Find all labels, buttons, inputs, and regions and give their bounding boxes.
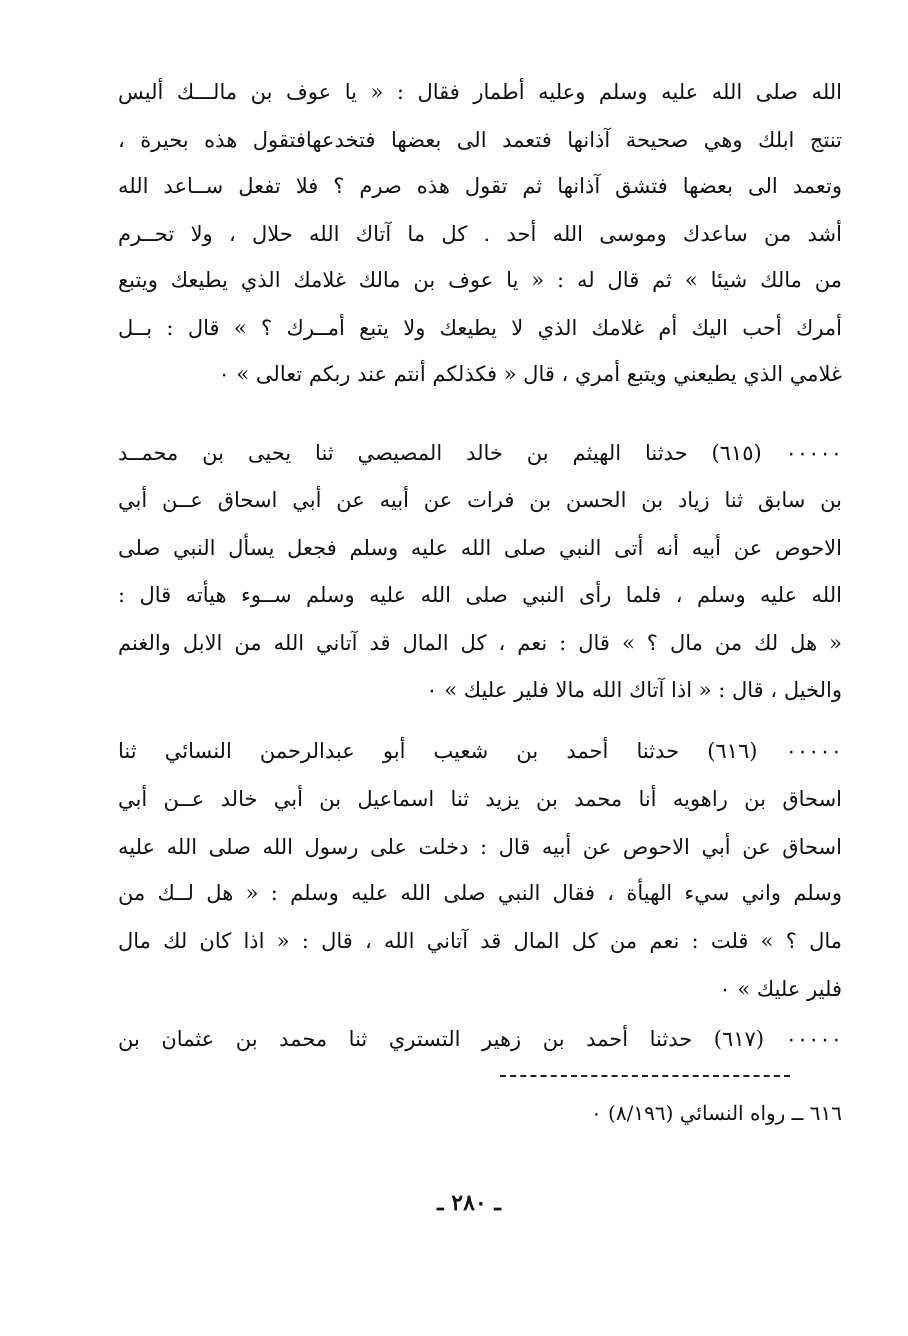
text-line: وتعمد الى بعضها فتشق آذانها ثم تقول هذه صرم ؟ فلا تفعل ســاعد الله: [118, 174, 842, 198]
text-line: مال ؟ » قلت : نعم من كل المال قد آتاني الله ، قال : « اذا كان لك مال: [118, 929, 842, 953]
text-line: تنتج ابلك وهي صحيحة آذانها فتعمد الى بعضها فتخدعهافتقول هذه بحيرة ،: [118, 128, 842, 152]
footnote-divider: [500, 1075, 790, 1077]
hadith-616-heading-line: ٠٠٠٠٠ (٦١٦) حدثنا أحمد بن شعيب أبو عبدالرحمن النسائي ثنا: [118, 739, 842, 763]
hadith-617-heading-line: ٠٠٠٠٠ (٦١٧) حدثنا أحمد بن زهير التستري ثنا محمد بن عثمان بن: [118, 1027, 842, 1051]
text-line: الله صلى الله عليه وسلم وعليه أطمار فقال : « يا عوف بن مالـــك أليس: [118, 80, 842, 104]
text-line: اسحاق بن راهويه أنا محمد بن يزيد ثنا اسماعيل بن أبي خالد عــن أبي: [118, 787, 842, 811]
text-line: فلير عليك » ٠: [719, 977, 842, 1001]
text-line: « هل لك من مال ؟ » قال : نعم ، كل المال قد آتاني الله من الابل والغنم: [118, 631, 842, 655]
text-line: الله عليه وسلم ، فلما رأى النبي صلى الله عليه وسلم ســوء هيأته قال :: [118, 583, 842, 607]
page-number: ـ ٢٨٠ ـ: [437, 1190, 501, 1216]
text-line: الاحوص عن أبيه أنه أتى النبي صلى الله عليه وسلم فجعل يسأل النبي صلى: [118, 536, 842, 560]
text-line: أمرك أحب اليك أم غلامك الذي لا يطيعك ولا يتبع أمــرك ؟ » قال : بــل: [118, 316, 842, 340]
footnote: ٦١٦ ــ رواه النسائي (٨/١٩٦) ٠: [590, 1101, 842, 1125]
text-line: وسلم واني سيء الهيأة ، فقال النبي صلى الله عليه وسلم : « هل لــك من: [118, 881, 842, 905]
text-line: من مالك شيئا » ثم قال له : « يا عوف بن مالك غلامك الذي يطيعك ويتبع: [118, 268, 842, 292]
text-line: غلامي الذي يطيعني ويتبع أمري ، قال « فكذلكم أنتم عند ربكم تعالى » ٠: [218, 362, 842, 386]
text-line: بن سابق ثنا زياد بن الحسن بن فرات عن أبيه عن أبي اسحاق عــن أبي: [118, 488, 842, 512]
text-line: اسحاق عن أبي الاحوص عن أبيه قال : دخلت على رسول الله صلى الله عليه: [118, 835, 842, 859]
text-line: والخيل ، قال : « اذا آتاك الله مالا فلير عليك » ٠: [426, 678, 842, 702]
text-line: أشد من ساعدك وموسى الله أحد . كل ما آتاك الله حلال ، ولا تحــرم: [118, 222, 842, 246]
hadith-615-heading-line: ٠٠٠٠٠ (٦١٥) حدثنا الهيثم بن خالد المصيصي ثنا يحيى بن محمــد: [118, 441, 842, 465]
